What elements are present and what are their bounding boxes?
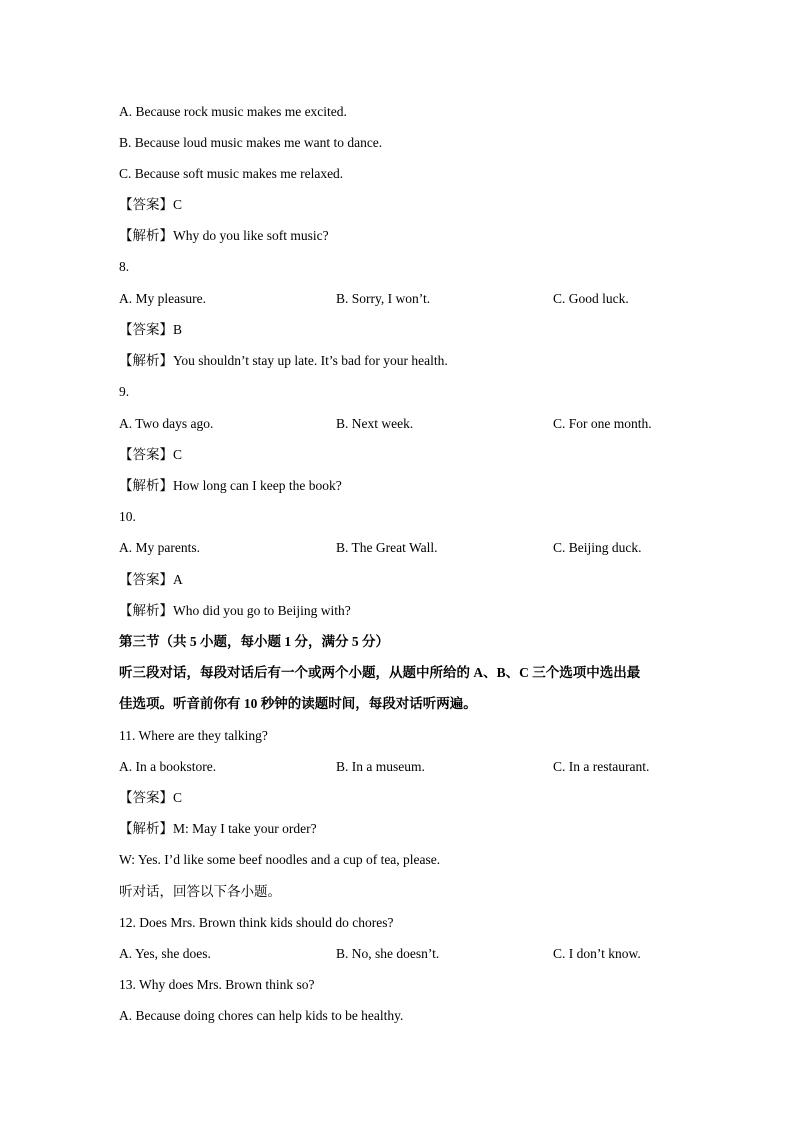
q7-answer: 【答案】C [119, 197, 183, 212]
q8-option-c: C. Good luck. [553, 291, 629, 306]
q7-option-a: A. Because rock music makes me excited. [119, 104, 347, 119]
q13-question: 13. Why does Mrs. Brown think so? [119, 977, 315, 992]
section3-instructions-line2: 佳选项。听音前你有 10 秒钟的读题时间，每段对话听两遍。 [119, 696, 477, 711]
q11-question: 11. Where are they talking? [119, 728, 268, 743]
q11-answer: 【答案】C [119, 790, 183, 805]
q11-option-c: C. In a restaurant. [553, 759, 650, 774]
q9-option-c: C. For one month. [553, 416, 652, 431]
q9-analysis: 【解析】How long can I keep the book? [119, 478, 342, 493]
q11-analysis: 【解析】M: May I take your order? [119, 821, 317, 836]
q12-option-c: C. I don’t know. [553, 946, 641, 961]
q8-option-b: B. Sorry, I won’t. [336, 291, 431, 306]
q8-number: 8. [119, 259, 130, 274]
q10-answer: 【答案】A [119, 572, 183, 587]
q12-question: 12. Does Mrs. Brown think kids should do chores? [119, 915, 394, 930]
q11-option-b: B. In a museum. [336, 759, 425, 774]
q10-option-b: B. The Great Wall. [336, 540, 438, 555]
q11-option-a: A. In a bookstore. [119, 759, 217, 774]
q7-option-c: C. Because soft music makes me relaxed. [119, 166, 344, 181]
q12-option-a: A. Yes, she does. [119, 946, 211, 961]
q11-dialogue-w: W: Yes. I’d like some beef noodles and a cup of tea, please. [119, 852, 441, 867]
section3-instructions-line1: 听三段对话，每段对话后有一个或两个小题，从题中所给的 A、B、C 三个选项中选出最 [119, 665, 641, 680]
q9-option-a: A. Two days ago. [119, 416, 214, 431]
q13-option-a: A. Because doing chores can help kids to be healthy. [119, 1008, 404, 1023]
q10-number: 10. [119, 509, 136, 524]
q9-option-b: B. Next week. [336, 416, 414, 431]
dialogue-intro: 听对话，回答以下各小题。 [119, 884, 281, 899]
q9-number: 9. [119, 384, 130, 399]
section3-heading: 第三节（共 5 小题，每小题 1 分，满分 5 分） [119, 634, 389, 649]
q9-answer: 【答案】C [119, 447, 183, 462]
q10-option-c: C. Beijing duck. [553, 540, 642, 555]
q10-option-a: A. My parents. [119, 540, 200, 555]
q7-option-b: B. Because loud music makes me want to dance. [119, 135, 383, 150]
q8-option-a: A. My pleasure. [119, 291, 206, 306]
q7-analysis: 【解析】Why do you like soft music? [119, 228, 329, 243]
q12-option-b: B. No, she doesn’t. [336, 946, 440, 961]
q8-answer: 【答案】B [119, 322, 183, 337]
q10-analysis: 【解析】Who did you go to Beijing with? [119, 603, 351, 618]
q8-analysis: 【解析】You shouldn’t stay up late. It’s bad for your health. [119, 353, 448, 368]
